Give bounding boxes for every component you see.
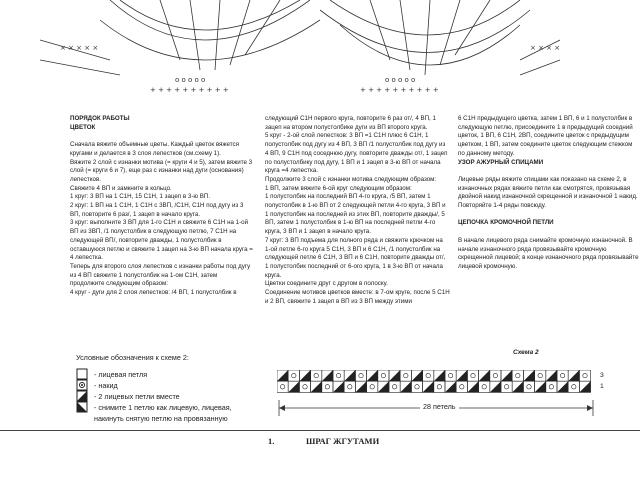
legend-item-label: - 2 лицевых петли вместе bbox=[94, 392, 180, 401]
svg-text:o o o o o: o o o o o bbox=[175, 76, 206, 84]
chart-cell bbox=[400, 370, 411, 381]
chart-cell bbox=[434, 381, 445, 392]
legend bbox=[76, 352, 232, 424]
paragraph: 4 круг - дуги для 2 слоя лепестков: /4 ВП, 1 полустолбик в bbox=[70, 289, 237, 297]
legend-item-label: - снимите 1 петлю как лицевую, лицевая, накинуть снятую петлю на провязанную bbox=[94, 403, 232, 423]
paragraph: 1 круг: 3 ВП на 1 С1Н, 15 С1Н, 1 зацеп в 3-ю ВП. bbox=[70, 193, 211, 201]
row-numbers bbox=[600, 372, 604, 394]
k2tog-mark bbox=[445, 381, 456, 392]
paragraph bbox=[458, 167, 640, 176]
paragraph: Вяжите 2 слой с изнанки мотива (= круги 4 и 5), затем вяжите 3 слой (= круги 6 и 7), еще раз с изнанки над дуги (основания) лепестков. bbox=[70, 158, 253, 183]
k2tog-mark bbox=[456, 370, 467, 381]
yarn-over-mark bbox=[437, 385, 441, 389]
yarn-over-mark bbox=[560, 373, 564, 377]
chart-cell bbox=[479, 381, 490, 392]
k2tog-mark bbox=[467, 381, 478, 392]
yarn-over-mark bbox=[426, 373, 430, 377]
chart-cell bbox=[579, 370, 590, 381]
chart-cell bbox=[501, 381, 512, 392]
chart-cell bbox=[355, 370, 366, 381]
k2tog-mark bbox=[579, 381, 590, 392]
yarn-over-mark bbox=[460, 385, 464, 389]
paragraph: 7 круг: 3 ВП подъема для полного ряда и свяжите крючком на 1-ой петле 6-го круга 5 С1Н, 3 ВП и 6 С1Н, /1 полустолбик на следующей петле 6 С1Н, 3 ВП и 6 С1Н, повторите дважды от/, 1 полустолбик последний от 6-ого круга, 1 в 3-ю ВП от начала круга. bbox=[265, 236, 446, 279]
chart-cell bbox=[546, 381, 557, 392]
yarn-over-mark bbox=[348, 385, 352, 389]
k2tog-mark bbox=[501, 370, 512, 381]
legend-item bbox=[76, 391, 232, 402]
ssk-icon bbox=[76, 401, 88, 413]
yarn-over-mark bbox=[404, 373, 408, 377]
k2tog-mark bbox=[367, 370, 378, 381]
paragraph: Цветки соедините друг с другом в полоску. bbox=[265, 280, 388, 288]
chart-cell bbox=[467, 370, 478, 381]
paragraph: Теперь для второго слоя лепестков с изнанки работы под дугу из 4 ВП свяжите 1 полустолбик на 1-ом С1Н, затем продолжите следующим образом: bbox=[70, 262, 251, 288]
yarn-over-mark bbox=[336, 373, 340, 377]
svg-text:× × × ×: × × × × bbox=[530, 44, 561, 52]
paragraph: Лицевые ряды вяжите спицами как показано на схеме 2, в изнаночных рядах вяжите петли как смотрятся, провязывая двойной накид изнаночной скрещенной и изнаночной 1 накид. Повторяйте 1-4 ряды повсюду. bbox=[458, 175, 638, 210]
chart-cell bbox=[423, 370, 434, 381]
yarn-over-mark bbox=[448, 373, 452, 377]
chart-cell bbox=[512, 370, 523, 381]
chart-cell bbox=[535, 370, 546, 381]
chart-cell bbox=[299, 381, 310, 392]
chart-cell bbox=[445, 370, 456, 381]
svg-text:+ + + + + + + + + +: + + + + + + + + + + bbox=[360, 86, 439, 94]
k2tog-mark bbox=[546, 370, 557, 381]
paragraph bbox=[458, 228, 640, 237]
yarn-over-mark bbox=[359, 373, 363, 377]
k2tog-mark bbox=[355, 381, 366, 392]
yarn-over-mark bbox=[538, 373, 542, 377]
k2tog-mark bbox=[322, 370, 333, 381]
row-number: 3 bbox=[600, 372, 604, 379]
k2tog-mark bbox=[311, 381, 322, 392]
legend-item bbox=[76, 369, 232, 380]
k2tog-mark bbox=[535, 381, 546, 392]
legend-title: Условные обозначения к схеме 2: bbox=[76, 353, 189, 362]
section-title: ШРАГ ЖГУТАМИ bbox=[306, 436, 380, 446]
yarn-over-mark bbox=[504, 385, 508, 389]
yarn-over-mark bbox=[471, 373, 475, 377]
paragraph: 2 круг: 1 ВП на 1 С1Н, 1 С1Н с 3ВП, /С1Н, С1Н под дугу из 3 ВП, повторите 6 раз/, 1 зацеп в начало круга. bbox=[70, 202, 244, 218]
chart-cell bbox=[277, 381, 288, 392]
heading: ЦВЕТОК bbox=[70, 123, 96, 131]
paragraph bbox=[70, 132, 253, 141]
chart-cell bbox=[311, 370, 322, 381]
chart-cell bbox=[411, 381, 422, 392]
chart-cell bbox=[288, 370, 299, 381]
yarn-over-mark bbox=[527, 385, 531, 389]
yarn-over-mark bbox=[325, 385, 329, 389]
chart-cell bbox=[490, 370, 501, 381]
yarn-over-mark bbox=[392, 385, 396, 389]
yarn-over-mark bbox=[370, 385, 374, 389]
paragraph: В начале лицевого ряда снимайте кромочную изнаночной. В начале изнаночного ряда провязывайте кромочную скрещенной лицевой; в конце изнаночного ряда провязывайте лицевой кромочную. bbox=[458, 236, 639, 270]
paragraph: следующий С1Н первого круга, повторите 6 раз от/, 4 ВП, 1 зацеп на втором полустолбике дуги из ВП второго круга. bbox=[265, 115, 436, 131]
crochet-chart-top bbox=[0, 0, 640, 108]
yarn-over-mark bbox=[482, 385, 486, 389]
yarn-over-mark bbox=[280, 385, 284, 389]
chart-cell bbox=[389, 381, 400, 392]
chart-cell bbox=[367, 381, 378, 392]
k2tog-mark bbox=[389, 370, 400, 381]
k2tog-mark bbox=[423, 381, 434, 392]
left-text-column bbox=[70, 115, 253, 298]
section-divider bbox=[0, 430, 640, 431]
k2tog-mark bbox=[288, 381, 299, 392]
k2tog-mark bbox=[378, 381, 389, 392]
k2tog-mark bbox=[490, 381, 501, 392]
k2tog-mark bbox=[434, 370, 445, 381]
yarn-over-mark bbox=[303, 385, 307, 389]
legend-item bbox=[76, 402, 232, 424]
chart-cell bbox=[523, 381, 534, 392]
row-number: 1 bbox=[600, 383, 604, 391]
yarn-over-mark bbox=[583, 373, 587, 377]
chart-cell bbox=[333, 370, 344, 381]
yarn-over-mark bbox=[493, 373, 497, 377]
k2tog-mark bbox=[400, 381, 411, 392]
k2tog-mark bbox=[557, 381, 568, 392]
svg-text:× × × × ×: × × × × × bbox=[60, 44, 99, 52]
svg-text:o o o o o: o o o o o bbox=[385, 76, 416, 84]
middle-text-column bbox=[265, 115, 450, 306]
chart-cell bbox=[322, 381, 333, 392]
chart-cell bbox=[557, 370, 568, 381]
heading: УЗОР АЖУРНЫЙ СПИЦАМИ bbox=[458, 158, 544, 166]
yarn-over-mark bbox=[572, 385, 576, 389]
chart-cell bbox=[568, 381, 579, 392]
yarn-over-mark bbox=[516, 373, 520, 377]
k2tog-mark bbox=[479, 370, 490, 381]
heading: ПОРЯДОК РАБОТЫ bbox=[70, 115, 130, 122]
paragraph: 3 круг: выполните 3 ВП для 1-го С1Н и свяжите 6 С1Н на 1-ой ВП из 3ВП, /1 полустолбик в следующую петлю, 7 С1Н на следующей ВП/, повторите дважды, 1 полустолбик в оставшуюся петлю и свяжите 1 зацеп на 3-ю ВП начала круга = 4 лепестка. bbox=[70, 219, 253, 262]
chart-cell bbox=[378, 370, 389, 381]
knitting-chart-grid bbox=[277, 370, 597, 394]
k2tog-mark bbox=[568, 370, 579, 381]
yarn-over-mark bbox=[381, 373, 385, 377]
paragraph: 6 С1Н предыдущего цветка, затем 1 ВП, 6 и 1 полустолбик в следующую петлю, присоедините 1 в предыдущий соседний цветок, 1 ВП, 6 С1Н, 2ВП, соедините цветок с предыдущим цветком, 1 ВП, затем соедините цветок следующим стежком по данному методу. bbox=[458, 115, 633, 157]
k2tog-mark bbox=[523, 370, 534, 381]
k2tog-mark bbox=[333, 381, 344, 392]
legend-item-label: - накид bbox=[94, 381, 118, 390]
right-text-column bbox=[458, 115, 640, 272]
k2tog-mark bbox=[411, 370, 422, 381]
legend-item-label: - лицевая петля bbox=[94, 370, 148, 379]
stitch-count-label: 28 петель bbox=[420, 402, 459, 411]
scheme-title: Схема 2 bbox=[513, 349, 539, 356]
paragraph: 1 ВП, затем вяжите 6-ой круг следующим образом: bbox=[265, 184, 412, 192]
paragraph: Соединение мотивов цветков вместе: в 7-ом круге, после 5 С1Н и 2 ВП, свяжите 1 зацеп в ВП из 3 ВП между этими bbox=[265, 289, 450, 305]
section-number: 1. bbox=[268, 436, 275, 446]
k2tog-mark bbox=[344, 370, 355, 381]
chart-cell bbox=[344, 381, 355, 392]
svg-text:+ + + + + + + + + +: + + + + + + + + + + bbox=[150, 86, 229, 94]
yarn-over-mark bbox=[415, 385, 419, 389]
yarn-over-mark bbox=[549, 385, 553, 389]
paragraph: 1 полустолбик на последний ВП 4-го круга, /5 ВП, затем 1 полустолбик в 1-ю ВП от 2 следующей петли 4-го круга, 3 ВП и 1 полустолбик на последней из этих ВП, повторите дважды/, 5 ВП, затем 1 полустолбик в 1-ю ВП на последней петли 4-го круга, 3 ВП и 1 зацеп в начало круга. bbox=[265, 193, 446, 236]
yarn-over-mark bbox=[292, 373, 296, 377]
k2tog-mark bbox=[512, 381, 523, 392]
k2tog-mark bbox=[277, 370, 288, 381]
legend-item bbox=[76, 380, 232, 391]
paragraph: Свяжите 4 ВП и замкните в кольцо. bbox=[70, 184, 172, 192]
heading: ЦЕПОЧКА КРОМОЧНОЙ ПЕТЛИ bbox=[458, 219, 554, 227]
yarn-over-mark bbox=[314, 373, 318, 377]
chart-cell bbox=[456, 381, 467, 392]
k2tog-mark bbox=[299, 370, 310, 381]
paragraph: Сначала вяжите объемные цветы. Каждый цветок вяжется кругами и делается в 3 слоя лепестков (см.схему 1). bbox=[70, 141, 239, 157]
paragraph: Продолжите 3 слой с изнанки мотива следующим образом: bbox=[265, 175, 437, 183]
paragraph: 5 круг - 2-ой слой лепестков: 3 ВП =1 С1Н плюс 6 С1Н, 1 полустолбик под дугу из 4 ВП, 3 ВП /1 полустолбик под дугу из 4 ВП, 9 С1Н под соседнюю дугу, повторите дважды от/, 1 зацеп по полустолбику под дугу, 1 ВП и 1 зацеп в 3-ю ВП от начала круга =4 лепестка. bbox=[265, 132, 448, 175]
